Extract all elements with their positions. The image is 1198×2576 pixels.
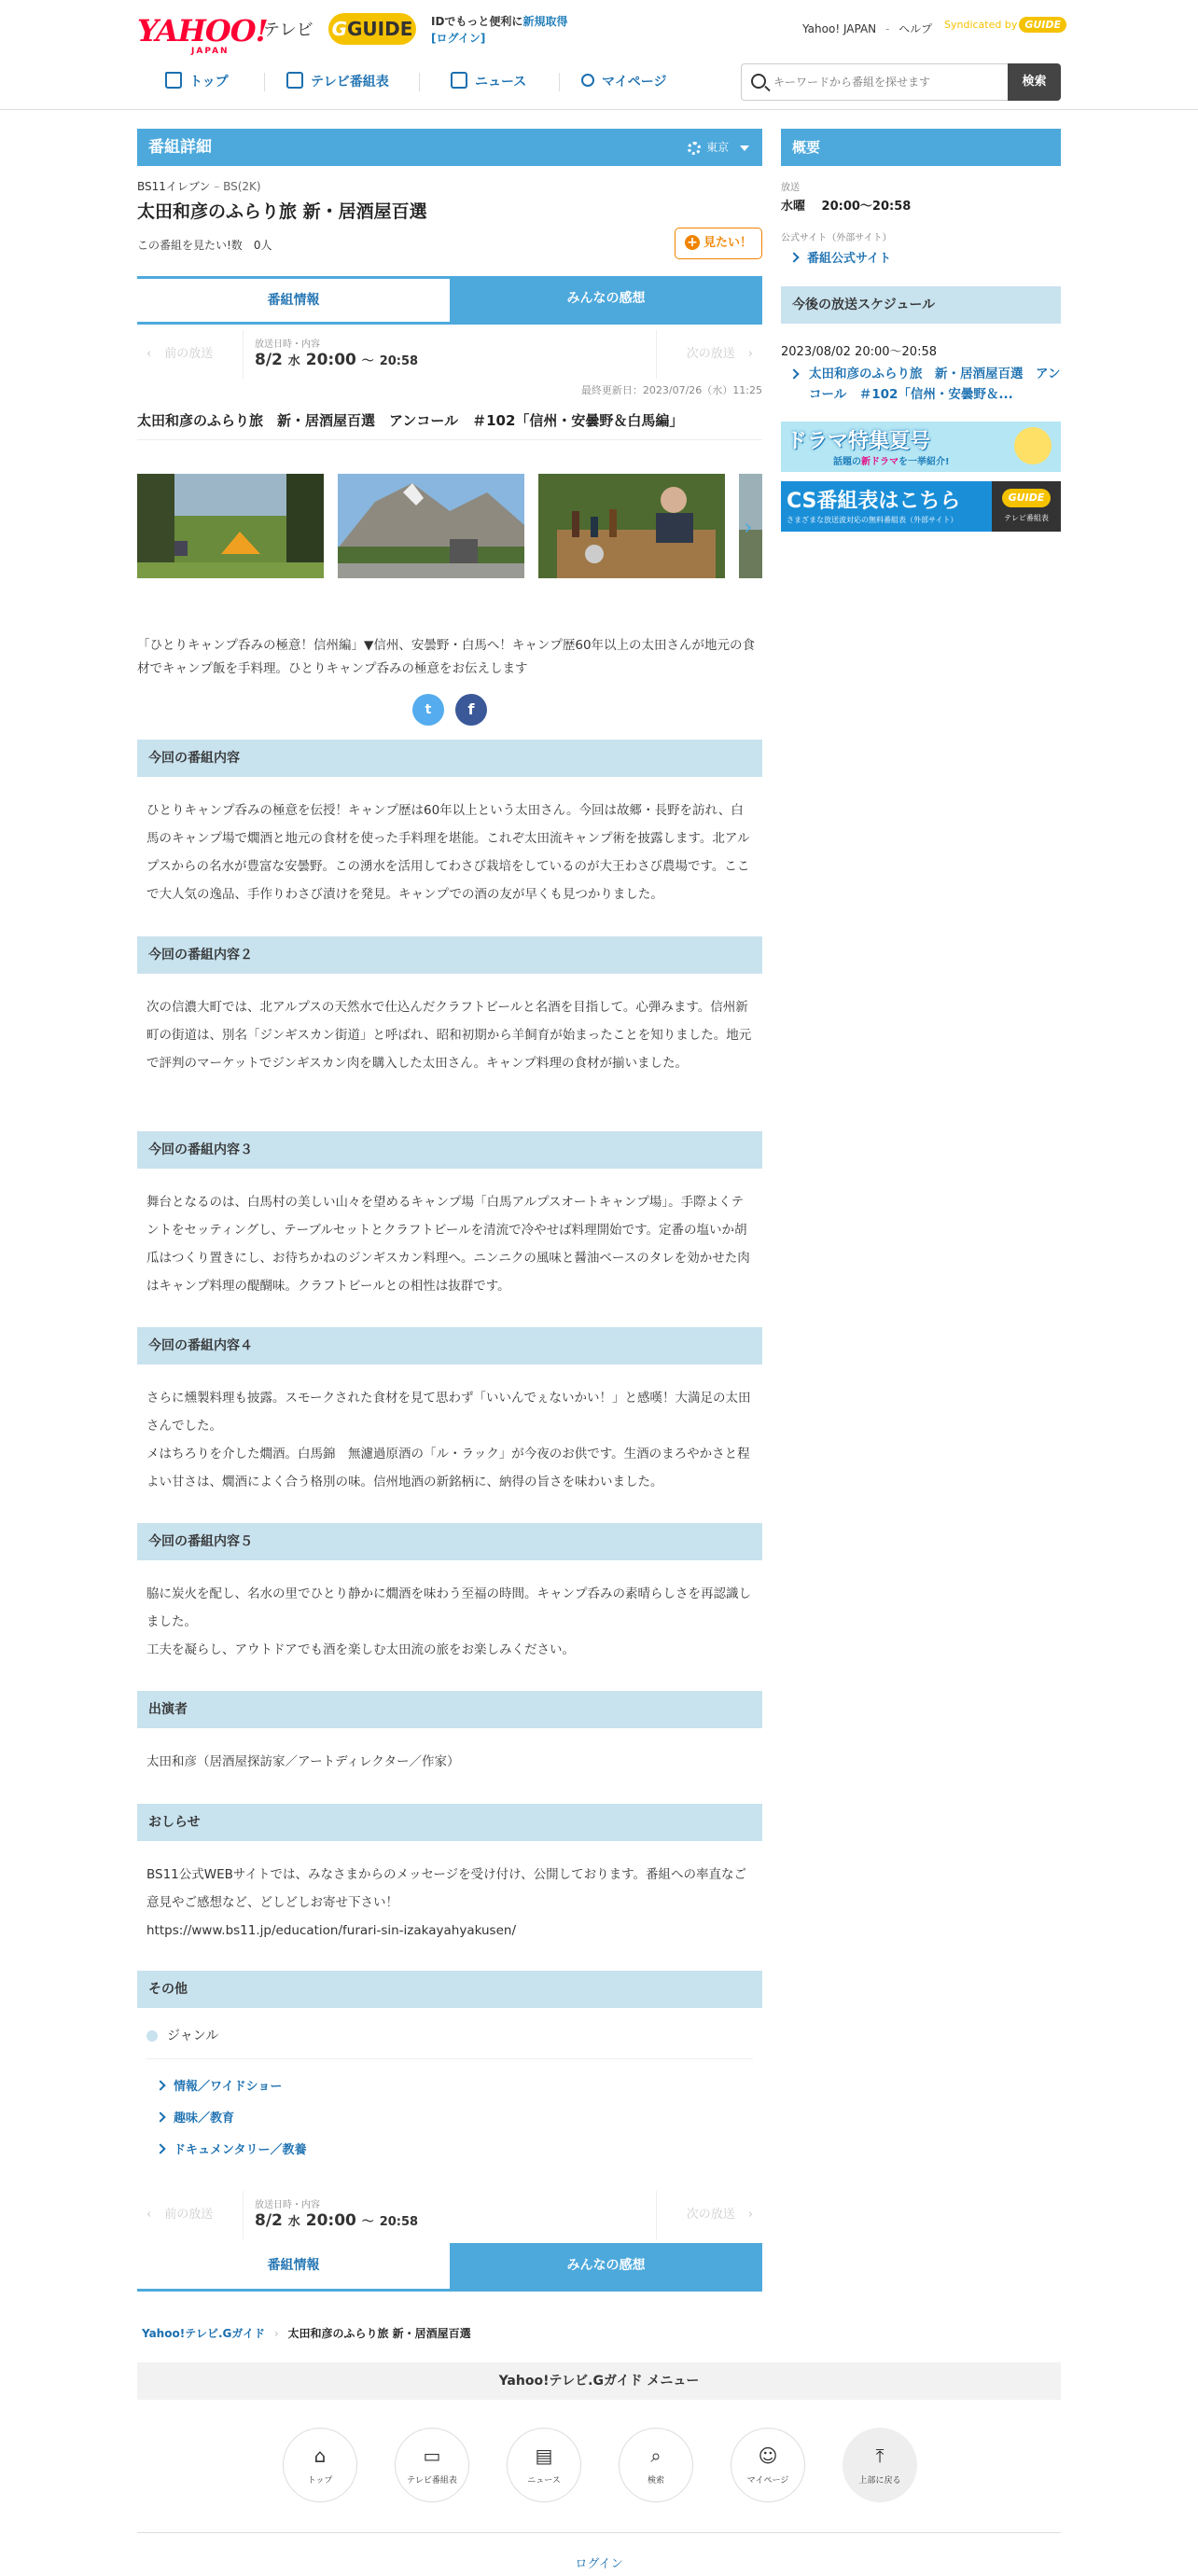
footer-item-label: マイページ: [746, 2476, 789, 2486]
twitter-share-icon[interactable]: t: [412, 694, 444, 726]
drama-banner-sub: 話題の新ドラマを一挙紹介!: [833, 457, 950, 467]
prev-label: 前の放送: [164, 2208, 214, 2222]
genre-bullet-icon: [146, 2030, 158, 2042]
chevron-right-icon: ›: [747, 347, 753, 361]
air-tilde: 〜: [361, 2215, 374, 2229]
user-icon: ☺: [758, 2444, 778, 2467]
yahoo-japan-link[interactable]: Yahoo! JAPAN: [802, 22, 877, 35]
region-select[interactable]: [688, 129, 749, 166]
program-title: 太田和彦のふらり旅 新・居酒屋百選: [137, 201, 427, 222]
airtime-bar: [137, 330, 762, 379]
program-tabs: [137, 276, 762, 325]
air-start: 20:00: [305, 2211, 356, 2230]
airtime-bar-bottom: [137, 2191, 762, 2239]
nav-item-tv-guide[interactable]: [286, 63, 389, 101]
section-heading: 今回の番組内容３: [137, 1131, 762, 1169]
section-heading: 今回の番組内容２: [137, 936, 762, 974]
yahoo-logo[interactable]: YAHOO!: [137, 13, 268, 48]
genre-link[interactable]: [157, 2103, 306, 2135]
air-label: 放送日時・内容: [255, 2200, 320, 2210]
broadcast-day: 水曜: [781, 200, 806, 214]
home-icon: ⌂: [313, 2444, 327, 2467]
user-icon: [581, 74, 594, 87]
facebook-share-icon[interactable]: f: [455, 694, 487, 726]
air-tilde: 〜: [361, 354, 374, 368]
nav-label: テレビ番組表: [311, 75, 389, 90]
schedule-header: 今後の放送スケジュール: [781, 286, 1061, 324]
tab-reviews[interactable]: みんなの感想: [450, 2243, 762, 2292]
broadcast-time: 20:00〜20:58: [821, 200, 912, 214]
drama-banner[interactable]: [781, 422, 1061, 472]
search-input[interactable]: [773, 72, 997, 92]
syndicated-label: Syndicated by: [944, 19, 1018, 31]
next-broadcast[interactable]: [656, 2191, 762, 2239]
episode-title: 太田和彦のふらり旅 新・居酒屋百選 アンコール ＃102「信州・安曇野＆白馬編」: [137, 410, 762, 440]
genre-list: [157, 2071, 306, 2167]
want-count-value: 0人: [253, 239, 272, 252]
nav-label: マイページ: [602, 75, 667, 90]
footer-item-label: ニュース: [527, 2476, 561, 2486]
overview-header: 概要: [781, 129, 1061, 166]
thumbnail-cooking[interactable]: [538, 474, 725, 578]
footer-item-label: トップ: [307, 2476, 333, 2486]
nav-item-mypage[interactable]: [581, 63, 666, 101]
home-icon: [165, 72, 182, 89]
search-icon: [751, 74, 766, 89]
official-link-label: 番組公式サイト: [807, 252, 892, 266]
air-label: 放送日時・内容: [255, 339, 320, 350]
search-button[interactable]: 検索: [1008, 63, 1061, 101]
cast-body: 太田和彦（居酒屋探訪家／アートディレクター／作家）: [146, 1754, 460, 1769]
air-end: 20:58: [379, 354, 419, 368]
tv-icon: [286, 72, 303, 89]
nav-item-top[interactable]: [165, 63, 229, 101]
genre-link-label: 情報／ワイドショー: [174, 2080, 283, 2094]
chevron-right-icon: [155, 2080, 165, 2090]
footer-item-label: 上部に戻る: [858, 2476, 901, 2486]
section-body: さらに燻製料理も披露。スモークされた食材を見て思わず「いいんでぇないかい！」と感嘆！大満足の太田さんでした。 メはちろりを介した燗酒。白馬錦 無濾過原酒の「ル・ラック」が今夜のお供です。生酒のまろやかさと程よい甘さは、燗酒によく合う格別の味。信州地酒の新銘柄に、納得の旨さを味わいました。: [146, 1391, 751, 1489]
program-summary: 「ひとりキャンプ呑みの極意！信州編」▼信州、安曇野・白馬へ！キャンプ歴60年以上の太田さんが地元の食材でキャンプ飯を手料理。ひとりキャンプ呑みの極意をお伝えします: [137, 638, 756, 676]
air-day: 水: [287, 2215, 300, 2229]
air-end: 20:58: [379, 2215, 419, 2229]
air-day: 水: [287, 354, 300, 368]
chevron-right-icon: [155, 2112, 165, 2122]
news-icon: [451, 72, 467, 89]
prev-broadcast[interactable]: [137, 2191, 244, 2239]
next-broadcast[interactable]: [656, 330, 762, 379]
search-icon: ⌕: [650, 2444, 662, 2467]
channel-line: BS11イレブン – BS(2K): [137, 180, 261, 193]
chevron-left-icon: ‹: [146, 347, 152, 361]
search-box: [741, 63, 1008, 101]
tab-reviews[interactable]: みんなの感想: [450, 276, 762, 325]
nav-item-news[interactable]: [451, 63, 526, 101]
footer-item-mypage[interactable]: [731, 2428, 805, 2502]
nav-label: ニュース: [475, 75, 527, 90]
cs-banner-side: [992, 481, 1061, 532]
next-label: 次の放送: [686, 2208, 735, 2222]
schedule-link[interactable]: [790, 364, 1061, 405]
genre-row: [146, 2026, 753, 2059]
genre-link-label: 趣味／教育: [174, 2112, 235, 2126]
footer-item-tv-guide[interactable]: [395, 2428, 469, 2502]
drama-banner-title: ドラマ特集夏号: [787, 430, 931, 453]
prev-label: 前の放送: [164, 347, 214, 361]
want-count: [137, 237, 272, 253]
help-link[interactable]: ヘルプ: [898, 22, 933, 35]
syndicated-badge[interactable]: [944, 17, 1066, 33]
tab-info[interactable]: 番組情報: [137, 2243, 450, 2292]
section-title: 番組詳細: [148, 138, 212, 157]
other-heading: その他: [137, 1971, 762, 2008]
air-datetime: [255, 351, 418, 369]
thumbnail-mountain[interactable]: [338, 474, 524, 578]
footer-item-top[interactable]: [283, 2428, 357, 2502]
chevron-right-icon: ›: [747, 2208, 753, 2222]
schedule-date: 2023/08/02 20:00〜20:58: [781, 345, 937, 359]
camp-photo: [137, 474, 324, 578]
cast-heading: 出演者: [137, 1691, 762, 1728]
air-date: 8/2: [255, 351, 283, 369]
back-to-top-icon: ⤒: [875, 2444, 885, 2467]
chevron-left-icon: ‹: [146, 2208, 152, 2222]
tab-info[interactable]: 番組情報: [137, 276, 450, 325]
prev-broadcast[interactable]: [137, 330, 244, 379]
cs-banner-sub: さまざまな放送波対応の無料番組表（外部サイト）: [787, 516, 958, 524]
channel-type: BS(2K): [223, 180, 261, 193]
air-start: 20:00: [305, 351, 356, 369]
genre-label: ジャンル: [167, 2029, 219, 2043]
genre-link-label: ドキュメンタリー／教養: [174, 2143, 307, 2157]
login-link[interactable]: [ログイン]: [431, 32, 486, 45]
footer-item-back-to-top[interactable]: [843, 2428, 917, 2502]
sun-icon: [1014, 427, 1052, 464]
section-heading: 今回の番組内容: [137, 740, 762, 777]
section-body: 次の信濃大町では、北アルプスの天然水で仕込んだクラフトビールと名酒を目指して。心弾みます。信州新町の街道は、別名「ジンギスカン街道」と呼ばれ、昭和初期から羊飼育が始まったことを知りました。地元で評判のマーケットでジンギスカン肉を購入した太田さん。キャンプ料理の食材が揃いました。: [146, 1000, 752, 1071]
channel-name: BS11イレブン: [137, 180, 211, 193]
footer-item-news[interactable]: [507, 2428, 581, 2502]
cs-banner-title: CS番組表はこちら: [787, 490, 961, 513]
promo-text: IDでもっと便利に: [431, 15, 523, 28]
yahoo-logo-japan: JAPAN: [191, 47, 230, 56]
cooking-photo: [538, 474, 725, 578]
carousel-next-icon[interactable]: ›: [744, 514, 753, 540]
footer-item-search[interactable]: [619, 2428, 693, 2502]
tv-icon: ▭: [423, 2444, 441, 2467]
breadcrumb-current: 太田和彦のふらり旅 新・居酒屋百選: [287, 2327, 471, 2340]
section-heading: 今回の番組内容５: [137, 1523, 762, 1560]
footer-menu-title: Yahoo!テレビ.Gガイド メニュー: [137, 2362, 1061, 2400]
cs-banner[interactable]: [781, 481, 1061, 532]
site-header: [0, 0, 1198, 110]
caret-down-icon: [740, 145, 749, 151]
official-label: 公式サイト（外部サイト）: [781, 233, 892, 243]
want-button[interactable]: [675, 228, 762, 259]
official-site-link[interactable]: [790, 248, 891, 266]
cs-banner-logo: GUIDE: [1002, 489, 1051, 507]
notice-heading: おしらせ: [137, 1804, 762, 1841]
gguide-logo-text: GUIDE: [347, 18, 413, 40]
footer-item-label: 検索: [647, 2476, 664, 2486]
mountain-photo: [338, 474, 524, 578]
logo-tv-text[interactable]: テレビ: [263, 21, 313, 40]
breadcrumb-home[interactable]: Yahoo!テレビ.Gガイド: [142, 2327, 265, 2340]
nav-label: トップ: [189, 75, 229, 90]
footer-login-link[interactable]: ログイン: [575, 2557, 623, 2571]
gguide-logo[interactable]: GGUIDE: [328, 13, 416, 45]
signup-link[interactable]: 新規取得: [522, 15, 568, 28]
broadcast-label: 放送: [781, 183, 800, 193]
broadcast-schedule: [781, 196, 911, 214]
genre-link[interactable]: [157, 2071, 306, 2103]
notice-body: BS11公式WEBサイトでは、みなさまからのメッセージを受け付け、公開しております。番組への率直なご意見やご感想など、どしどしお寄せ下さい！ https://www.bs11.jp/education/furari-sin-izakayahyakusen/: [146, 1867, 747, 1938]
thumbnail-camp[interactable]: [137, 474, 324, 578]
gear-icon: [688, 142, 701, 155]
id-promo: [431, 13, 567, 47]
schedule-link-label: 太田和彦のふらり旅 新・居酒屋百選 アンコール ＃102「信州・安曇野＆...: [809, 367, 1061, 402]
section-body: ひとりキャンプ呑みの極意を伝授！キャンプ歴は60年以上という太田さん。今回は故郷・長野を訪れ、白馬のキャンプ場で燗酒と地元の食材を使った手料理を堪能。これぞ太田流キャンプ術を披露します。北アルプスからの名水が豊富な安曇野。この湧水を活用してわさび栽培をしているのが大王わさび農場です。ここで大人気の逸品、手作りわさび漬けを発見。キャンプでの酒の友が早くも見つかりました。: [146, 803, 750, 902]
section-heading: 今回の番組内容４: [137, 1327, 762, 1364]
air-datetime: [255, 2211, 418, 2230]
program-detail-header: [137, 129, 762, 166]
want-button-label: 見たい！: [703, 236, 752, 250]
footer-item-label: テレビ番組表: [407, 2476, 457, 2486]
want-count-label: この番組を見たい!数: [137, 239, 243, 252]
breadcrumb: Yahoo!テレビ.Gガイド › 太田和彦のふらり旅 新・居酒屋百選: [142, 2327, 471, 2340]
program-tabs-bottom: [137, 2243, 762, 2292]
region-label: 東京: [706, 141, 730, 154]
section-body: 舞台となるのは、白馬村の美しい山々を望めるキャンプ場「白馬アルプスオートキャンプ場」。手際よくテントをセッティングし、テーブルセットとクラフトビールを清流で冷やせば料理開始です。定番の塩いか胡瓜はつくり置きにし、お待ちかねのジンギスカン料理へ。ニンニクの風味と醤油ベースのタレを効かせた肉はキャンプ料理の醍醐味。クラフトビールとの相性は抜群です。: [146, 1195, 750, 1294]
syndicated-logo: GUIDE: [1019, 17, 1066, 33]
cs-banner-right: テレビ番組表: [1004, 514, 1049, 522]
header-links: Yahoo! JAPAN - ヘルプ: [802, 22, 933, 35]
chevron-right-icon: [788, 252, 799, 262]
plus-icon: +: [685, 235, 700, 250]
news-icon: ▤: [535, 2444, 553, 2467]
last-updated: 最終更新日：2023/07/26（水）11:25: [580, 384, 762, 396]
footer-divider: [137, 2532, 1061, 2533]
next-label: 次の放送: [686, 347, 735, 361]
chevron-right-icon: [155, 2143, 165, 2154]
section-body: 脇に炭火を配し、名水の里でひとり静かに燗酒を味わう至福の時間。キャンプ呑みの素晴らしさを再認識しました。 工夫を凝らし、アウトドアでも酒を楽しむ太田流の旅をお楽しみください。: [146, 1586, 751, 1657]
air-date: 8/2: [255, 2211, 283, 2230]
genre-link[interactable]: [157, 2135, 306, 2167]
